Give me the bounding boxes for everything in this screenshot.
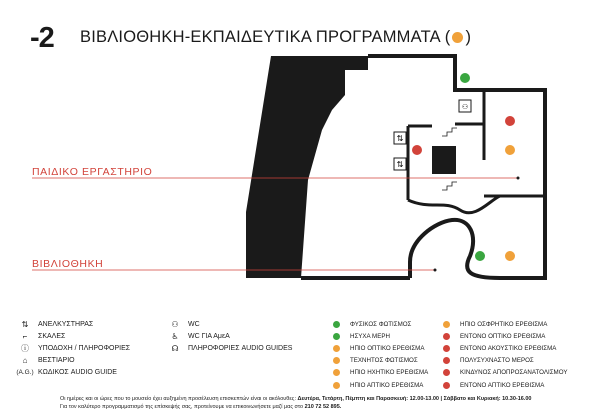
sensory-dot	[443, 321, 450, 328]
legend-sensory-item	[443, 330, 567, 342]
info-icon: ⓘ	[21, 343, 29, 353]
footer-busy-hours	[60, 396, 531, 402]
workshop-label: ΠΑΙΔΙΚΟ ΕΡΓΑΣΤΗΡΙΟ	[32, 166, 153, 178]
footer-busy-text: Οι ημέρες και οι ώρες που το μουσείο έχει αυξημένη προσέλευση επισκεπτών είναι οι ακόλουθες:	[60, 396, 296, 402]
floor-title-text: ΒΙΒΛΙΟΘΗΚΗ-ΕΚΠΑΙΔΕΥΤΙΚΑ ΠΡΟΓΡΑΜΜΑΤΑ	[80, 28, 440, 46]
sensory-dot-quiet-library	[475, 251, 485, 261]
legend-label: ΥΠΟΔΟΧΗ / ΠΛΗΡΟΦΟΡΙΕΣ	[38, 344, 131, 352]
legend-sensory-item	[333, 367, 428, 379]
legend-label: ΗΠΙΟ ΟΣΦΡΗΤΙΚΟ ΕΡΕΘΙΣΜΑ	[460, 320, 548, 328]
stairs-icon: ⌐	[22, 331, 28, 341]
legend-label: ΚΙΝΔΥΝΟΣ ΑΠΟΠΡΟΣΑΝΑΤΟΛΙΣΜΟΥ	[460, 369, 568, 377]
sensory-dot	[333, 369, 340, 376]
sensory-dot-intense-workshop	[505, 116, 515, 126]
audio-guide-icon: ☊	[171, 343, 179, 353]
legend-label: ΠΟΛΥΣΥΧΝΑΣΤΟ ΜΕΡΟΣ	[460, 357, 534, 365]
legend-sensory-right	[443, 318, 567, 391]
legend-sensory-left	[333, 318, 428, 391]
curved-wall	[410, 220, 500, 278]
legend-item-wc	[165, 318, 292, 330]
sensory-dot-mild-library	[505, 251, 515, 261]
footer-contact	[60, 404, 341, 410]
legend-label: ΗΠΙΟ ΟΠΤΙΚΟ ΕΡΕΘΙΣΜΑ	[350, 344, 425, 352]
wc-icon: ⚇	[171, 319, 179, 329]
wc-accessible-icon: ♿	[171, 331, 179, 341]
curved-wall-inner	[408, 196, 545, 213]
sensory-dot	[333, 333, 340, 340]
legend-sensory-item	[333, 330, 428, 342]
svg-text:⚇: ⚇	[461, 103, 469, 111]
sensory-dot	[443, 345, 450, 352]
legend-services	[15, 318, 130, 379]
sensory-dot	[443, 333, 450, 340]
sensory-dot	[333, 357, 340, 364]
svg-text:⇅: ⇅	[396, 160, 404, 169]
legend-sensory-item	[443, 355, 567, 367]
legend-label: ΕΝΤΟΝΟ ΟΠΤΙΚΟ ΕΡΕΘΙΣΜΑ	[460, 332, 546, 340]
paren-close: )	[465, 28, 472, 46]
svg-text:⇅: ⇅	[396, 134, 404, 143]
library-leader-end	[434, 269, 437, 272]
legend-item-cloakroom	[15, 355, 130, 367]
sensory-dot	[333, 321, 340, 328]
wc-icon	[459, 100, 471, 112]
legend-item-audio-code	[15, 367, 130, 379]
legend-item-audio-guides	[165, 342, 292, 354]
legend-sensory-item	[333, 355, 428, 367]
sensory-dot-intense-visual	[412, 145, 422, 155]
paren-open: (	[444, 28, 451, 46]
sensory-dot-quiet	[460, 73, 470, 83]
legend-sensory-item	[333, 379, 428, 391]
legend-item-wc-accessible	[165, 330, 292, 342]
legend-label: ΚΩΔΙΚΟΣ AUDIO GUIDE	[38, 369, 117, 377]
legend-item-elevator	[15, 318, 130, 330]
wall-mass	[246, 56, 368, 278]
footer-phone: 210 72 52 895.	[304, 404, 342, 410]
sensory-dot	[333, 345, 340, 352]
legend-sensory-item	[333, 318, 428, 330]
elevator-icon	[394, 132, 406, 144]
legend-amenities	[165, 318, 292, 355]
elevator-icon: ⇅	[21, 319, 29, 329]
floor-number: -2	[30, 22, 54, 54]
legend-label: ΣΚΑΛΕΣ	[38, 332, 66, 340]
legend-label: ΗΠΙΟ ΗΧΗΤΙΚΟ ΕΡΕΘΙΣΜΑ	[350, 369, 429, 377]
cloakroom-icon: ⌂	[22, 356, 28, 366]
core-block	[432, 146, 456, 174]
legend-item-stairs	[15, 330, 130, 342]
legend-sensory-item	[443, 318, 567, 330]
legend-label: ΗΣΥΧΑ ΜΕΡΗ	[350, 332, 390, 340]
legend-label: WC	[188, 320, 200, 328]
footer-contact-text: Για τον καλύτερο προγραμματισμό της επίσκεψής σας, προτείνουμε να επικοινωνήσετε μαζί μας στο	[60, 404, 304, 410]
sensory-dot	[443, 382, 450, 389]
library-label: ΒΙΒΛΙΟΘΗΚΗ	[32, 258, 104, 270]
sensory-dot	[333, 382, 340, 389]
audio-guide-code-icon: (A.G.)	[16, 369, 34, 377]
elevator-icon	[394, 158, 406, 170]
legend-sensory-item	[443, 367, 567, 379]
legend-label: ΦΥΣΙΚΟΣ ΦΩΤΙΣΜΟΣ	[350, 320, 412, 328]
sensory-dot	[443, 357, 450, 364]
legend-label: ΗΠΙΟ ΑΠΤΙΚΟ ΕΡΕΘΙΣΜΑ	[350, 381, 424, 389]
footer-busy-hours-value: Δευτέρα, Τετάρτη, Πέμπτη και Παρασκευή: 12.00-13.00 | Σάββατο και Κυριακή: 10.30-16.00	[297, 396, 532, 402]
legend-label: ΑΝΕΛΚΥΣΤΗΡΑΣ	[38, 320, 94, 328]
outer-wall-top	[368, 56, 545, 278]
legend-label: ΕΝΤΟΝΟ ΑΚΟΥΣΤΙΚΟ ΕΡΕΘΙΣΜΑ	[460, 344, 557, 352]
legend-sensory-item	[443, 342, 567, 354]
legend-label: ΕΝΤΟΝΟ ΑΠΤΙΚΟ ΕΡΕΘΙΣΜΑ	[460, 381, 545, 389]
sensory-dot	[443, 369, 450, 376]
sensory-dot-mild-workshop	[505, 145, 515, 155]
legend-sensory-item	[333, 342, 428, 354]
legend-label: WC ΓΙΑ ΑμεΑ	[188, 332, 230, 340]
legend-label: ΤΕΧΝΗΤΟΣ ΦΩΤΙΣΜΟΣ	[350, 357, 418, 365]
workshop-leader-end	[517, 177, 520, 180]
legend-label: ΒΕΣΤΙΑΡΙΟ	[38, 357, 75, 365]
legend-label: ΠΛΗΡΟΦΟΡΙΕΣ AUDIO GUIDES	[188, 344, 293, 352]
legend-item-info	[15, 342, 130, 354]
legend-sensory-item	[443, 379, 567, 391]
